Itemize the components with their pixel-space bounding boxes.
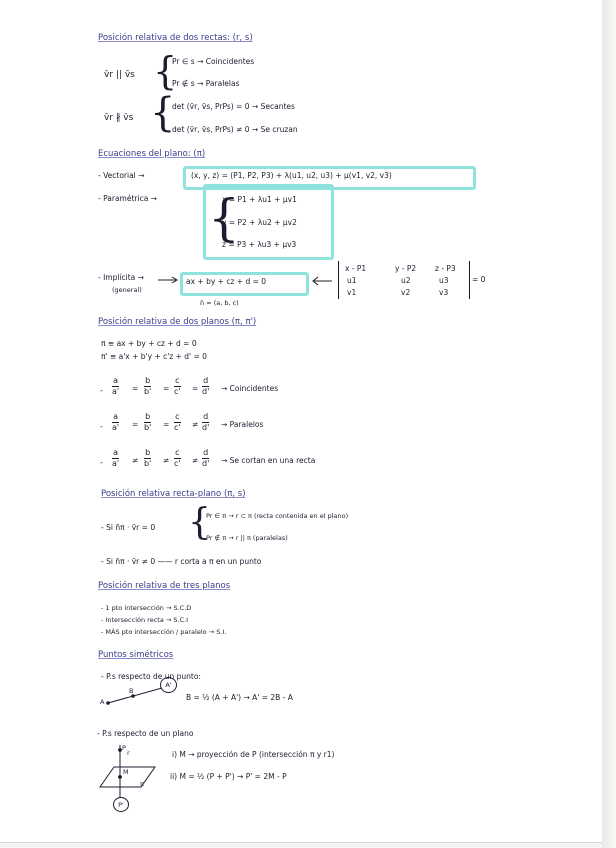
- relation-op: ≠: [192, 456, 199, 465]
- det-cell: u2: [401, 276, 411, 285]
- result-parallel: → Paralelos: [221, 420, 264, 429]
- non-parallel-condition: v̄r ∦ v̄s: [104, 113, 134, 123]
- heading-three-planes: Posición relativa de tres planos: [98, 581, 231, 591]
- brace-icon: {: [150, 90, 176, 136]
- normal-vector: n̄ = (a, b, c): [200, 299, 239, 307]
- point-P-prime-circle: [113, 797, 129, 812]
- fraction-c: $\frac{c}{c'}$: [174, 412, 181, 432]
- line-r-label: r: [127, 749, 130, 757]
- point-M-label: M: [123, 768, 129, 776]
- det-cell: u1: [347, 276, 357, 285]
- relation-op: ≠: [192, 420, 199, 429]
- fraction-d: $\frac{d}{d'}$: [202, 376, 210, 396]
- point-A-prime-label: A': [165, 681, 172, 689]
- scan-edge: [602, 0, 616, 848]
- fraction-c: $\frac{c}{c'}$: [174, 448, 181, 468]
- bullet: -: [100, 422, 103, 431]
- plane-pi-prime-equation: π' ≡ a'x + b'y + c'z + d' = 0: [101, 352, 207, 361]
- fraction-a: $\frac{a}{a'}$: [112, 412, 120, 432]
- det-cell: v3: [439, 288, 449, 297]
- relation-op: =: [132, 384, 139, 393]
- step-formula: ii) M = ½ (P + P') → P' = 2M - P: [170, 772, 287, 781]
- point-A-label: A: [100, 698, 105, 706]
- point-P-prime-label: P': [118, 801, 124, 809]
- symmetric-point-label: - P.s respecto de un punto:: [101, 672, 201, 681]
- determinant-equals: = 0: [472, 275, 486, 284]
- relation-op: ≠: [163, 456, 170, 465]
- fraction-b: $\frac{b}{b'}$: [144, 448, 152, 468]
- implicit-equation: ax + by + cz + d = 0: [186, 277, 267, 286]
- point-A-prime-circle: [160, 677, 177, 693]
- fraction-a: $\frac{a}{a'}$: [112, 376, 120, 396]
- point-B-label: B: [129, 687, 134, 695]
- determinant: [338, 261, 470, 299]
- relation-op: =: [163, 384, 170, 393]
- heading-two-planes: Posición relativa de dos planos (π, π'): [98, 317, 257, 327]
- det-cell: u3: [439, 276, 449, 285]
- fraction-b: $\frac{b}{b'}$: [144, 412, 152, 432]
- parametric-y: y = P2 + λu2 + μv2: [222, 218, 297, 227]
- fraction-d: $\frac{d}{d'}$: [202, 412, 210, 432]
- brace-icon: {: [208, 189, 240, 247]
- heading-symmetric-points: Puntos simétricos: [98, 650, 174, 660]
- fraction-c: $\frac{c}{c'}$: [174, 376, 181, 396]
- implicit-label: - Implícita →: [98, 273, 144, 282]
- step-projection: i) M → proyección de P (intersección π y r1): [172, 750, 335, 759]
- brace-icon: {: [153, 49, 178, 93]
- point-P-label: P: [122, 744, 126, 752]
- condition-intersect: - Si n̄π · v̄r ≠ 0 —— r corta a π en un punto: [101, 557, 262, 566]
- fraction-d: $\frac{d}{d'}$: [202, 448, 210, 468]
- relation-op: =: [163, 420, 170, 429]
- result-intersect: → Se cortan en una recta: [221, 456, 316, 465]
- bullet: -: [100, 458, 103, 467]
- det-cell: v1: [347, 288, 357, 297]
- plane-pi-equation: π ≡ ax + by + cz + d = 0: [101, 339, 197, 348]
- coincident-case: Pr ∈ s → Coincidentes: [172, 57, 255, 66]
- parallel-case: Pr ∉ s → Paralelas: [172, 79, 240, 88]
- vectorial-label: - Vectorial →: [98, 171, 145, 180]
- skew-case: det (v̄r, v̄s, PrPs) ≠ 0 → Se cruzan: [172, 125, 298, 134]
- relation-op: =: [192, 384, 199, 393]
- det-cell: v2: [401, 288, 411, 297]
- det-cell: y - P2: [395, 264, 417, 273]
- heading-two-lines: Posición relativa de dos rectas: (r, s): [98, 33, 253, 43]
- case-parallel: Pr ∉ π → r || π (paralelas): [206, 534, 288, 542]
- secant-case: det (v̄r, v̄s, PrPs) = 0 → Secantes: [172, 102, 295, 111]
- condition-perpendicular: - Si n̄π · v̄r = 0: [101, 523, 156, 532]
- implicit-sublabel: (general): [112, 286, 142, 294]
- det-cell: x - P1: [345, 264, 367, 273]
- symmetric-plane-label: - P.s respecto de un plano: [97, 729, 194, 738]
- result-coincident: → Coincidentes: [221, 384, 279, 393]
- heading-plane-equations: Ecuaciones del plano: (π): [98, 149, 206, 159]
- parametric-label: - Paramétrica →: [98, 194, 157, 203]
- case-sci: - Intersección recta → S.C.I: [101, 616, 189, 624]
- plane-pi-label: π: [140, 780, 144, 788]
- vectorial-equation: (x, y, z) = (P1, P2, P3) + λ(u1, u2, u3) + μ(v1, v2, v3): [191, 171, 392, 180]
- parametric-z: z = P3 + λu3 + μv3: [222, 240, 297, 249]
- brace-icon: {: [188, 502, 211, 543]
- relation-op: ≠: [132, 456, 139, 465]
- case-scd: - 1 pto intersección → S.C.D: [101, 604, 192, 612]
- symmetric-point-formula: B = ½ (A + A') → A' = 2B - A: [186, 693, 293, 702]
- bullet: -: [100, 386, 103, 395]
- fraction-a: $\frac{a}{a'}$: [112, 448, 120, 468]
- parallel-condition: v̄r || v̄s: [104, 70, 135, 80]
- parametric-x: x = P1 + λu1 + μv1: [222, 195, 297, 204]
- det-cell: z - P3: [435, 264, 456, 273]
- heading-line-plane: Posición relativa recta-plano (π, s): [101, 489, 246, 499]
- relation-op: =: [132, 420, 139, 429]
- fraction-b: $\frac{b}{b'}$: [144, 376, 152, 396]
- case-si: - MÁS pto intersección / paralelo → S.I.: [101, 628, 227, 636]
- case-contained: Pr ∈ π → r ⊂ π (recta contenida en el plano): [206, 512, 349, 520]
